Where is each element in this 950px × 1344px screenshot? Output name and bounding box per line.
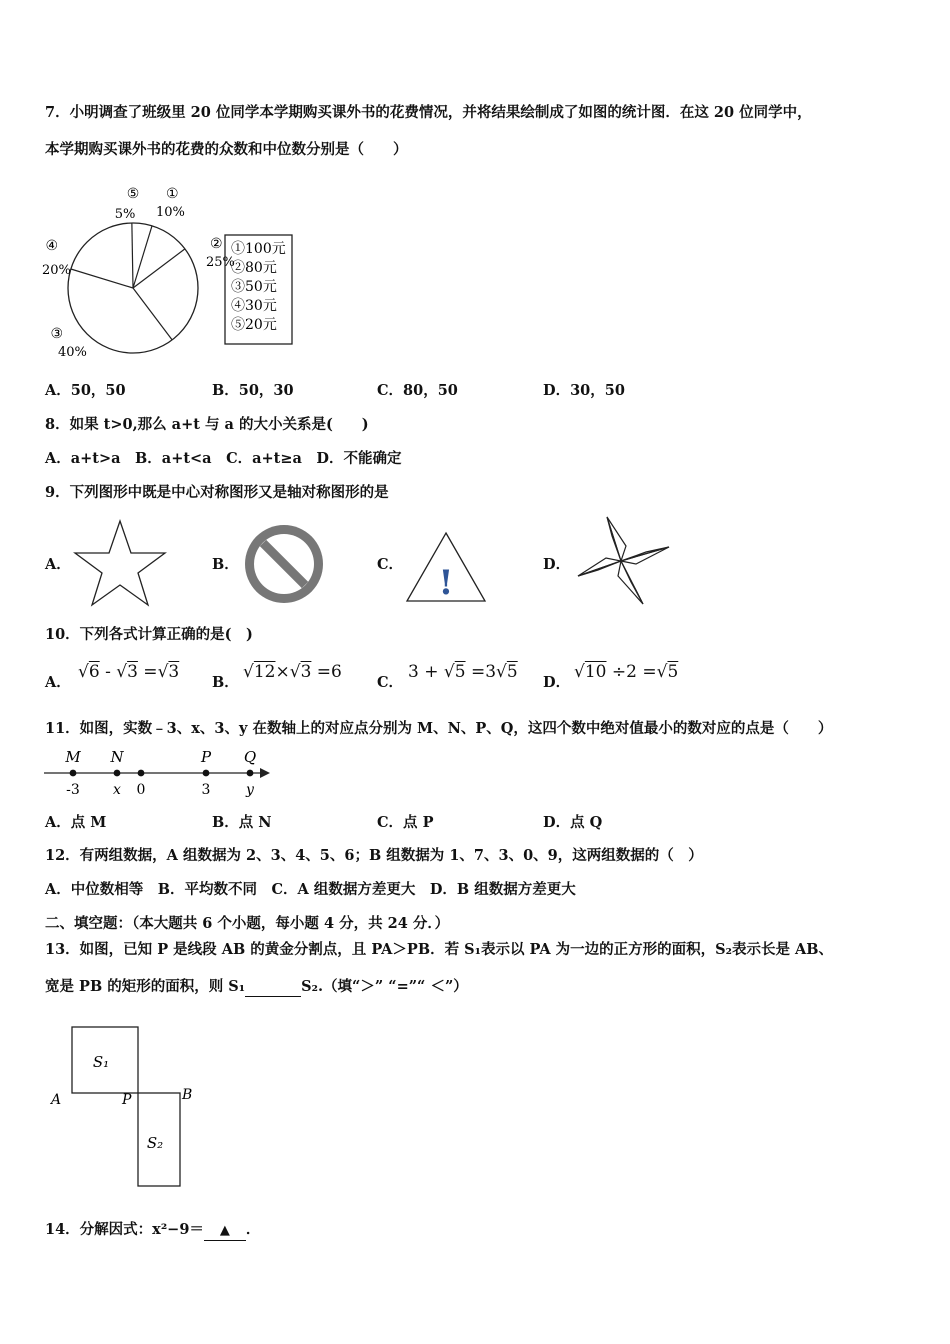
pie-slice-percent-4: 20% [42,263,71,278]
pie-slice-label-3: ③ [50,326,63,342]
pie-slice-percent-5: 5% [114,207,136,222]
q7-option-c[interactable]: C．80，50 [377,382,458,399]
label-p: P [200,748,212,766]
value-y: y [246,782,254,798]
value-3: 3 [201,782,211,798]
pie-slice-label-5: ⑤ [126,186,140,202]
q11-option-c[interactable]: C．点 P [377,814,434,831]
pie-slice-label-4: ④ [45,238,58,254]
pie-slice-percent-2: 25% [206,255,235,270]
label-b: B [182,1087,193,1103]
exclamation-mark: ! [438,563,454,603]
point-m [70,770,77,777]
q10-expr-a: √6 - √3 =√3 [78,662,180,682]
label-q: Q [243,748,257,766]
pie-slice-edge-4 [71,269,133,288]
warning-triangle-icon [404,530,488,604]
pie-slice-edge-3 [133,288,172,340]
q10-expr-d: √10 ÷2 =√5 [574,662,679,682]
label-p: P [122,1092,132,1108]
prohibition-sign-icon [242,522,326,606]
q11-option-a[interactable]: A．点 M [45,814,107,831]
pie-slice-edge-2 [133,249,185,288]
q7-line1: 7．小明调查了班级里 20 位同学本学期购买课外书的花费情况，并将结果绘制成了如图的统计图．在这 20 位同学中， [45,104,812,121]
label-a: A [51,1092,62,1108]
star-shape-icon [72,518,168,608]
q14-blank[interactable]: ▲ [204,1221,246,1241]
section2-heading: 二、填空题：（本大题共 6 个小题，每小题 4 分，共 24 分．） [45,915,450,932]
q10-label-c[interactable]: C． [377,674,404,691]
q9-text: 9．下列图形中既是中心对称图形又是轴对称图形的是 [45,484,389,501]
q10-expr-c: 3 + √5 =3√5 [408,662,518,682]
q9-label-a[interactable]: A． [45,556,71,573]
label-n: N [110,748,124,766]
pie-slice-edge-5 [132,223,133,288]
q9-label-b[interactable]: B． [212,556,239,573]
label-s1: S₁ [92,1053,110,1071]
pie-slice-label-2: ② [210,236,223,252]
point-q [247,770,254,777]
pie-slice-edge-1 [133,226,152,288]
q7-pie-chart [38,178,308,358]
pie-legend-item-4: ④30元 [231,298,277,314]
q13-blank[interactable] [245,978,301,997]
q7-option-b[interactable]: B．50，30 [212,382,294,399]
q12-text: 12．有两组数据，A 组数据为 2、3、4、5、6；B 组数据为 1、7、3、0、9，这两组数据的（ ） [45,847,703,864]
q10-label-a[interactable]: A． [45,674,71,691]
q7-option-d[interactable]: D．30，50 [543,382,625,399]
pinwheel-shape-icon [574,514,672,608]
q13-figure [45,1022,205,1192]
pie-slice-label-1: ① [166,186,179,202]
pie-legend-item-1: ①100元 [231,241,286,257]
q11-option-d[interactable]: D．点 Q [543,814,603,831]
q10-expr-b: √12×√3 =6 [243,662,342,682]
q9-label-c[interactable]: C． [377,556,404,573]
q8-options[interactable]: A．a+t>a B．a+t<a C．a+t≥a D．不能确定 [45,450,402,467]
pie-slice-percent-3: 40% [58,345,87,358]
pie-legend-item-3: ③50元 [231,279,277,295]
value-x: x [113,782,121,798]
q9-label-d[interactable]: D． [543,556,571,573]
point-n [114,770,121,777]
q11-option-b[interactable]: B．点 N [212,814,272,831]
q13-line2: 宽是 PB 的矩形的面积，则 S₁ S₂.（填“＞” “=”“ ＜”） [45,978,468,995]
point-zero [138,770,145,777]
value-0: 0 [136,782,146,798]
q10-text: 10．下列各式计算正确的是( ) [45,626,253,643]
label-s2: S₂ [146,1134,164,1152]
q11-text: 11．如图，实数﹣3、x、3、y 在数轴上的对应点分别为 M、N、P、Q，这四个数中绝对值最小的数对应的点是（ ） [45,720,833,737]
q14-text: 14．分解因式：x²−9＝ ▲ ． [45,1221,260,1241]
pie-legend-item-5: ⑤20元 [231,317,277,333]
q7-option-a[interactable]: A．50，50 [45,382,126,399]
point-p [203,770,210,777]
pie-legend-item-2: ②80元 [231,260,277,276]
q10-label-d[interactable]: D． [543,674,571,691]
value-neg3: -3 [66,782,80,798]
number-line [40,744,276,800]
pie-slice-percent-1: 10% [156,205,185,220]
q12-options[interactable]: A．中位数相等 B．平均数不同 C．A 组数据方差更大 D．B 组数据方差更大 [45,881,576,898]
q7-line2: 本学期购买课外书的花费的众数和中位数分别是（ ） [45,141,408,158]
q13-line1: 13．如图，已知 P 是线段 AB 的黄金分割点，且 PA＞PB．若 S₁表示以 PA 为一边的正方形的面积，S₂表示长是 AB、 [45,941,834,958]
q8-text: 8．如果 t>0,那么 a+t 与 a 的大小关系是( ) [45,416,369,433]
label-m: M [65,748,81,766]
q10-label-b[interactable]: B． [212,674,239,691]
